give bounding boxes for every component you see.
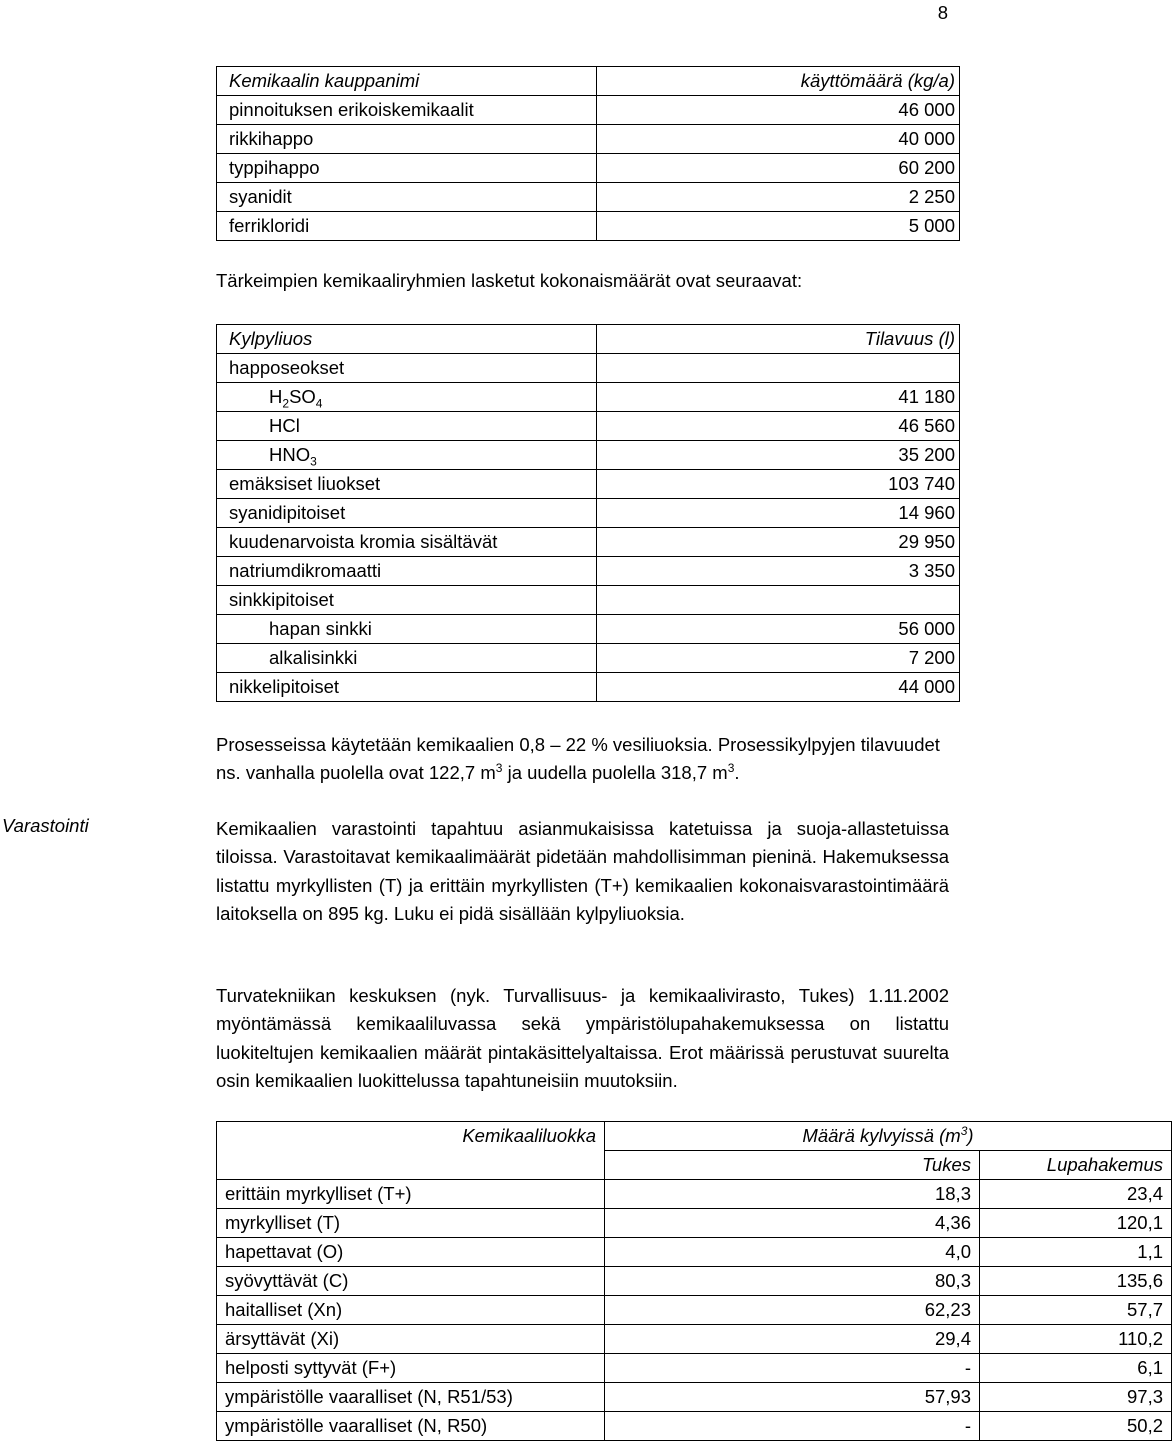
- table-row: [217, 528, 960, 557]
- cell-lupa: 1,1: [980, 1238, 1172, 1267]
- cell-tukes: 4,0: [605, 1238, 980, 1267]
- cell-amount: 2 250: [597, 183, 960, 212]
- table-header-row: [217, 1122, 1172, 1151]
- classification-table: [216, 1121, 1172, 1441]
- table-row: [217, 1412, 1172, 1441]
- formula-part: SO: [289, 386, 316, 407]
- cell-volume: 46 560: [597, 412, 960, 441]
- cell-class: haitalliset (Xn): [217, 1296, 605, 1325]
- cell-volume: 14 960: [597, 499, 960, 528]
- table-row: [217, 125, 960, 154]
- cell-class: hapettavat (O): [217, 1238, 605, 1267]
- subheader-empty: [217, 1151, 605, 1180]
- cell-tukes: 29,4: [605, 1325, 980, 1354]
- header-trade-name: Kemikaalin kauppanimi: [217, 67, 597, 96]
- side-heading-storage: Varastointi: [2, 815, 89, 836]
- table-row: [217, 470, 960, 499]
- cell-name-hno3: [217, 441, 597, 470]
- cell-name: pinnoituksen erikoiskemikaalit: [217, 96, 597, 125]
- cell-amount: 5 000: [597, 212, 960, 241]
- cell-volume: 41 180: [597, 383, 960, 412]
- subheader-tukes: Tukes: [605, 1151, 980, 1180]
- cell-name: typpihappo: [217, 154, 597, 183]
- header-volume: Tilavuus (l): [597, 325, 960, 354]
- header-amount-end: ): [967, 1125, 974, 1146]
- header-usage: käyttömäärä (kg/a): [597, 67, 960, 96]
- chemical-usage-table: [216, 66, 960, 241]
- cell-name: sinkkipitoiset: [217, 586, 597, 615]
- table-row: [217, 354, 960, 383]
- cell-tukes: 80,3: [605, 1267, 980, 1296]
- cell-volume: 44 000: [597, 673, 960, 702]
- cell-lupa: 23,4: [980, 1180, 1172, 1209]
- table-row: [217, 383, 960, 412]
- formula-part: HNO: [269, 444, 311, 465]
- cell-volume: 35 200: [597, 441, 960, 470]
- tukes-paragraph: Turvatekniikan keskuksen (nyk. Turvallisuus- ja kemikaalivirasto, Tukes) 1.11.2002 myöntämässä kemikaaliluvassa sekä ympäristölupahakemuksessa on listattu luokiteltujen kemikaalien määrät pintakäsittelyaltaissa. Erot määrissä perustuvat suurelta osin kemikaalien luokittelussa tapahtuneisiin muutoksiin.: [216, 985, 949, 1092]
- table-row: [217, 644, 960, 673]
- cell-volume: 103 740: [597, 470, 960, 499]
- cell-volume: [597, 586, 960, 615]
- para1-part1: Prosesseissa käytetään kemikaalien 0,8 – 22 % vesiliuoksia. Prosessikylpyjen tilavuudet ns. vanhalla puolella ovat 122,7 m: [216, 734, 940, 784]
- table-row: [217, 615, 960, 644]
- cell-tukes: -: [605, 1354, 980, 1383]
- cell-class: ympäristölle vaaralliset (N, R50): [217, 1412, 605, 1441]
- table-row: [217, 557, 960, 586]
- cell-class: myrkylliset (T): [217, 1209, 605, 1238]
- table-row: [217, 183, 960, 212]
- table-header-row: [217, 67, 960, 96]
- table-row: [217, 1383, 1172, 1412]
- table-row: [217, 212, 960, 241]
- table-row: [217, 1180, 1172, 1209]
- superscript: 3: [727, 761, 735, 776]
- table-row: [217, 673, 960, 702]
- cell-class: erittäin myrkylliset (T+): [217, 1180, 605, 1209]
- para1-part2: ja uudella puolella 318,7 m: [502, 762, 728, 784]
- cell-volume: 29 950: [597, 528, 960, 557]
- cell-lupa: 57,7: [980, 1296, 1172, 1325]
- header-amount-text: Määrä kylvyissä (m: [802, 1125, 961, 1146]
- table-row: [217, 96, 960, 125]
- header-class: Kemikaaliluokka: [217, 1122, 605, 1151]
- cell-name: emäksiset liuokset: [217, 470, 597, 499]
- cell-class: ympäristölle vaaralliset (N, R51/53): [217, 1383, 605, 1412]
- cell-name: kuudenarvoista kromia sisältävät: [217, 528, 597, 557]
- cell-lupa: 120,1: [980, 1209, 1172, 1238]
- cell-name: natriumdikromaatti: [217, 557, 597, 586]
- cell-class: helposti syttyvät (F+): [217, 1354, 605, 1383]
- cell-tukes: 62,23: [605, 1296, 980, 1325]
- para1-part3: .: [734, 762, 740, 784]
- intro-text: Tärkeimpien kemikaaliryhmien lasketut kokonaismäärät ovat seuraavat:: [216, 270, 803, 291]
- cell-class: ärsyttävät (Xi): [217, 1325, 605, 1354]
- table-row: [217, 1209, 1172, 1238]
- header-bath: Kylpyliuos: [217, 325, 597, 354]
- cell-name: HCl: [217, 412, 597, 441]
- table-row: [217, 412, 960, 441]
- cell-name: hapan sinkki: [217, 615, 597, 644]
- bath-volume-table: [216, 324, 960, 702]
- table-row: [217, 441, 960, 470]
- cell-volume: 3 350: [597, 557, 960, 586]
- table-row: [217, 1354, 1172, 1383]
- formula-sub: 2: [282, 396, 290, 411]
- cell-tukes: 57,93: [605, 1383, 980, 1412]
- cell-lupa: 50,2: [980, 1412, 1172, 1441]
- formula-part: H: [269, 386, 283, 407]
- cell-volume: 56 000: [597, 615, 960, 644]
- cell-name: happoseokset: [217, 354, 597, 383]
- cell-name: syanidit: [217, 183, 597, 212]
- table-row: [217, 1325, 1172, 1354]
- subheader-lupa: Lupahakemus: [980, 1151, 1172, 1180]
- cell-amount: 40 000: [597, 125, 960, 154]
- cell-lupa: 6,1: [980, 1354, 1172, 1383]
- formula-sub: 4: [315, 396, 323, 411]
- storage-paragraph: Kemikaalien varastointi tapahtuu asianmukaisissa katetuissa ja suoja-allastetuissa tiloissa. Varastoitavat kemikaalimäärät pidetään mahdollisimman pieninä. Hakemuksessa listattu myrkyllisten (T) ja erittäin myrkyllisten (T+) kemikaalien kokonaisvarastointimäärä laitoksella on 895 kg. Luku ei pidä sisällään kylpyliuoksia.: [216, 818, 949, 925]
- cell-name: nikkelipitoiset: [217, 673, 597, 702]
- cell-name: rikkihappo: [217, 125, 597, 154]
- formula-sub: 3: [310, 454, 317, 469]
- cell-name: syanidipitoiset: [217, 499, 597, 528]
- table-row: [217, 1238, 1172, 1267]
- table-subheader-row: [217, 1151, 1172, 1180]
- table-row: [217, 499, 960, 528]
- process-paragraph: [216, 731, 949, 788]
- cell-volume: [597, 354, 960, 383]
- cell-tukes: 18,3: [605, 1180, 980, 1209]
- cell-tukes: 4,36: [605, 1209, 980, 1238]
- table-header-row: [217, 325, 960, 354]
- cell-lupa: 110,2: [980, 1325, 1172, 1354]
- superscript: 3: [960, 1123, 968, 1138]
- cell-amount: 60 200: [597, 154, 960, 183]
- table-row: [217, 586, 960, 615]
- header-amount: [605, 1122, 1172, 1151]
- table-row: [217, 154, 960, 183]
- cell-name: ferrikloridi: [217, 212, 597, 241]
- cell-lupa: 135,6: [980, 1267, 1172, 1296]
- table-row: [217, 1267, 1172, 1296]
- cell-volume: 7 200: [597, 644, 960, 673]
- cell-class: syövyttävät (C): [217, 1267, 605, 1296]
- cell-name: alkalisinkki: [217, 644, 597, 673]
- page-number: 8: [937, 2, 948, 23]
- cell-name-h2so4: [217, 383, 597, 412]
- table-row: [217, 1296, 1172, 1325]
- cell-lupa: 97,3: [980, 1383, 1172, 1412]
- cell-tukes: -: [605, 1412, 980, 1441]
- superscript: 3: [495, 761, 503, 776]
- cell-amount: 46 000: [597, 96, 960, 125]
